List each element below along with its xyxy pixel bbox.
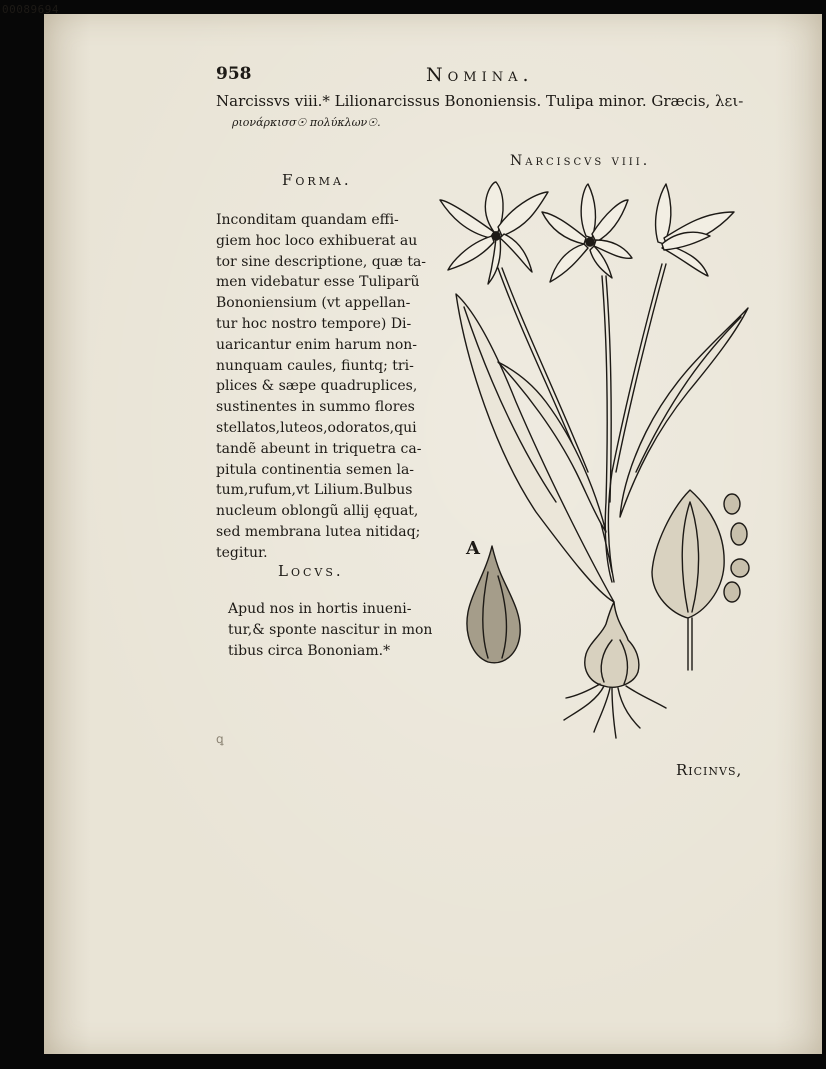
text-line: men videbatur esse Tuliparũ [216,274,420,291]
figure-title: Narciscvs viii. [510,153,651,169]
woodcut-tulip-illustration [436,172,766,742]
stray-mark: ꝗ [216,732,224,746]
text-line: sustinentes in summo flores [216,399,415,416]
catchword: Ricinvs, [676,761,743,779]
text-line: tegitur. [216,544,268,561]
text-line: Inconditam quandam effi- [216,212,399,228]
scan-id: 00089694 [2,3,59,16]
text-line: sed membrana lutea nitidaq; [216,523,421,540]
seed-capsule [652,490,724,670]
text-line: giem hoc loco exhibuerat au [216,232,418,249]
text-line: pitula continentia semen la- [216,461,415,478]
figure-label-a: A [466,538,480,559]
text-line: stellatos,luteos,odoratos,qui [216,419,417,436]
bulb-a [467,546,520,663]
text-line: plices & sæpe quadruplices, [216,378,418,395]
text-line: tur,& sponte nascitur in mon [228,622,433,638]
flower-right [656,184,734,276]
greek-name-line: ριονάρκισσ☉ πολύκλων☉. [232,116,381,129]
flower-middle [542,184,632,282]
seeds [724,494,749,602]
entry-title-line: Narcissvs viii.* Lilionarcissus Bononiensis. Tulipa minor. Græcis, λει- [216,92,744,110]
page-number: 958 [216,64,252,84]
text-line: tandẽ abeunt in triquetra ca- [216,440,422,457]
running-title: Nomina. [426,64,534,86]
text-line: tibus circa Bononiam.* [228,643,391,659]
bulb [564,602,666,738]
forma-heading: Forma. [282,171,352,189]
forma-paragraph [216,210,430,564]
leaf-left [456,294,614,602]
text-line: Apud nos in hortis inueni- [228,601,412,617]
text-line: tur hoc nostro tempore) Di- [216,315,412,332]
locus-paragraph [228,599,433,662]
locus-heading: Locvs. [278,562,344,580]
flower-left [440,182,548,284]
text-line: tor sine descriptione, quæ ta- [216,253,427,270]
leaf-right [620,308,748,517]
text-line: uaricantur enim harum non- [216,336,418,353]
text-line: nucleum oblongũ allij ęquat, [216,503,419,520]
text-line: nunquam caules, fiuntq; tri- [216,357,414,374]
text-line: Bononiensium (vt appellan- [216,295,411,312]
text-line: tum,rufum,vt Lilium.Bulbus [216,482,413,499]
